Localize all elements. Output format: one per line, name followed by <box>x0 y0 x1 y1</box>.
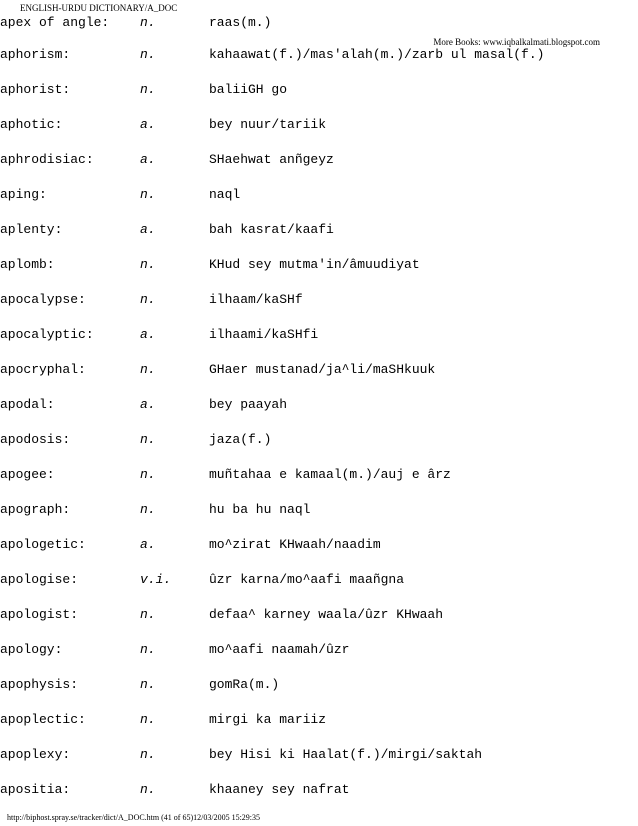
dictionary-entry <box>0 45 638 80</box>
entry-word: apology: <box>0 642 63 657</box>
dictionary-entry <box>0 220 638 255</box>
entry-part-of-speech: n. <box>140 642 156 657</box>
dictionary-entry <box>0 675 638 710</box>
entry-word: apophysis: <box>0 677 79 692</box>
entry-meaning: mirgi ka mariiz <box>209 712 327 727</box>
entry-part-of-speech: n. <box>140 712 156 727</box>
entry-word: apositia: <box>0 782 71 797</box>
entry-part-of-speech: a. <box>140 152 156 167</box>
dictionary-entry <box>0 150 638 185</box>
entry-meaning: mo^zirat KHwaah/naadim <box>209 537 381 552</box>
entry-word: aphorism: <box>0 47 71 62</box>
dictionary-entry <box>0 535 638 570</box>
dictionary-entry <box>0 255 638 290</box>
dictionary-entry <box>0 325 638 360</box>
entry-part-of-speech: a. <box>140 327 156 342</box>
entry-word: apograph: <box>0 502 71 517</box>
entry-part-of-speech: n. <box>140 362 156 377</box>
entry-word: apogee: <box>0 467 55 482</box>
entry-part-of-speech: a. <box>140 222 156 237</box>
dictionary-entry <box>0 465 638 500</box>
entry-meaning: ilhaam/kaSHf <box>209 292 303 307</box>
dictionary-entry <box>0 780 638 815</box>
dictionary-entry <box>0 290 638 325</box>
entry-part-of-speech: n. <box>140 607 156 622</box>
entry-meaning: hu ba hu naql <box>209 502 311 517</box>
entry-meaning: kahaawat(f.)/mas'alah(m.)/zarb ul masal(f.) <box>209 47 545 62</box>
entry-meaning: defaa^ karney waala/ûzr KHwaah <box>209 607 444 622</box>
entry-part-of-speech: n. <box>140 15 156 30</box>
entry-meaning: jaza(f.) <box>209 432 272 447</box>
dictionary-entry <box>0 710 638 745</box>
entry-part-of-speech: n. <box>140 502 156 517</box>
more-books-link[interactable]: More Books: www.iqbalkalmati.blogspot.com <box>433 37 600 47</box>
entry-part-of-speech: n. <box>140 82 156 97</box>
entry-meaning: KHud sey mutma'in/âmuudiyat <box>209 257 420 272</box>
entry-part-of-speech: n. <box>140 47 156 62</box>
dictionary-entry <box>0 430 638 465</box>
dictionary-entry <box>0 745 638 780</box>
entry-meaning: muñtahaa e kamaal(m.)/auj e ârz <box>209 467 451 482</box>
entry-meaning: bah kasrat/kaafi <box>209 222 334 237</box>
entry-word: apologist: <box>0 607 79 622</box>
entry-meaning: bey Hisi ki Haalat(f.)/mirgi/saktah <box>209 747 483 762</box>
entry-meaning: bey paayah <box>209 397 288 412</box>
entry-meaning: mo^aafi naamah/ûzr <box>209 642 350 657</box>
entry-meaning: GHaer mustanad/ja^li/maSHkuuk <box>209 362 436 377</box>
footer-url: http://biphost.spray.se/tracker/dict/A_DOC.htm (41 of 65)12/03/2005 15:29:35 <box>7 813 261 822</box>
entry-part-of-speech: n. <box>140 187 156 202</box>
entry-meaning: SHaehwat anñgeyz <box>209 152 334 167</box>
entry-word: aphrodisiac: <box>0 152 94 167</box>
entry-part-of-speech: a. <box>140 537 156 552</box>
entry-word: apocryphal: <box>0 362 86 377</box>
entry-part-of-speech: n. <box>140 747 156 762</box>
entry-word: apocalyptic: <box>0 327 94 342</box>
dictionary-entry <box>0 570 638 605</box>
entry-word: apologise: <box>0 572 79 587</box>
entry-meaning: bey nuur/tariik <box>209 117 327 132</box>
dictionary-entry <box>0 605 638 640</box>
entry-meaning: baliiGH go <box>209 82 288 97</box>
entry-part-of-speech: a. <box>140 117 156 132</box>
entry-part-of-speech: v.i. <box>140 572 172 587</box>
entry-word: aping: <box>0 187 47 202</box>
document-title: ENGLISH-URDU DICTIONARY/A_DOC <box>20 3 178 13</box>
entry-meaning: gomRa(m.) <box>209 677 280 692</box>
entry-word: aphotic: <box>0 117 63 132</box>
entry-word: apocalypse: <box>0 292 86 307</box>
entry-part-of-speech: n. <box>140 292 156 307</box>
entry-word: apodosis: <box>0 432 71 447</box>
dictionary-entry <box>0 395 638 430</box>
entry-meaning: ilhaami/kaSHfi <box>209 327 319 342</box>
entry-part-of-speech: a. <box>140 397 156 412</box>
entry-meaning: ûzr karna/mo^aafi maañgna <box>209 572 405 587</box>
entry-word: apoplectic: <box>0 712 86 727</box>
entry-part-of-speech: n. <box>140 432 156 447</box>
dictionary-entry <box>0 115 638 150</box>
entry-meaning: naql <box>209 187 241 202</box>
dictionary-entry <box>0 80 638 115</box>
entry-word: aplomb: <box>0 257 55 272</box>
entry-word: apologetic: <box>0 537 86 552</box>
entry-word: aplenty: <box>0 222 63 237</box>
entry-word: apoplexy: <box>0 747 71 762</box>
entry-part-of-speech: n. <box>140 677 156 692</box>
dictionary-entry <box>0 640 638 675</box>
entry-part-of-speech: n. <box>140 257 156 272</box>
entry-meaning: raas(m.) <box>209 15 272 30</box>
dictionary-entry <box>0 360 638 395</box>
entry-part-of-speech: n. <box>140 782 156 797</box>
entry-word: apex of angle: <box>0 15 110 30</box>
dictionary-entry <box>0 185 638 220</box>
dictionary-entry <box>0 500 638 535</box>
entry-part-of-speech: n. <box>140 467 156 482</box>
entry-meaning: khaaney sey nafrat <box>209 782 350 797</box>
entry-word: apodal: <box>0 397 55 412</box>
entry-word: aphorist: <box>0 82 71 97</box>
dictionary-entry <box>0 13 638 45</box>
dictionary-entries <box>0 13 638 815</box>
